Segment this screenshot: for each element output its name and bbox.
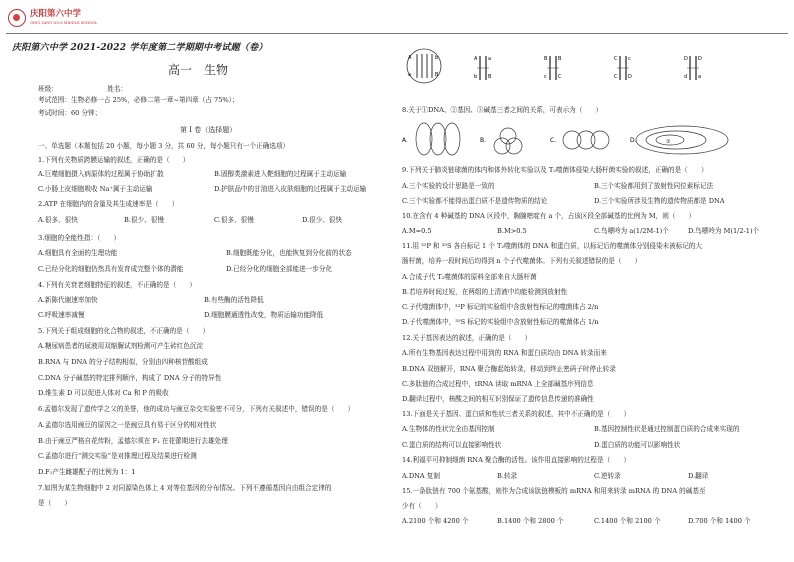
option-line: C.已经分化的细胞仍然具有发育成完整个体的潜能 [38,265,184,273]
question-8-diagram [402,118,782,162]
option-line: B.很少、很慢 [124,216,164,224]
school-emblem-icon [8,9,26,27]
question-7: 7.如图为某生物细胞中 2 对同源染色体上 4 对等位基因的分布情况。下列不遵循基因自由组合定律的 [38,484,332,492]
option-line: D.翻译 [688,472,709,480]
option-a-diagram [402,123,460,155]
option-label: B. [480,137,487,144]
option-label: D [684,56,688,62]
option-line: B.由于豌豆严格自花传粉，孟德尔须在 F₁ 在花蕾期进行去雄处理 [38,437,228,445]
option-line: D.很少、很快 [302,216,343,224]
option-line: B.三个实验都用到了放射性同位素标记法 [594,182,714,190]
gene-label: A [408,55,412,61]
option-line: B.有些酶的活性降低 [204,296,264,304]
option-line: C.孟德尔进行“测交实验”是对推理过程及结果进行检测 [38,452,197,460]
question-12: 12.关于基因表达的叙述，正确的是（ ） [402,334,532,342]
school-name-en: QING YANG NO.6 MIDDLE SCHOOL [30,21,98,25]
question-14: 14.利福平可抑制细菌 RNA 聚合酶的活性。该作用直接影响的过程是（ ） [402,456,630,464]
gene-label: a [488,56,492,62]
option-line: C.多肽链的合成过程中，tRNA 读取 mRNA 上全部碱基序列信息 [402,380,594,388]
option-line: C.很多、很慢 [214,216,254,224]
option-line: C.逆转录 [594,472,621,480]
option-line: A.2100 个和 4200 个 [402,517,469,525]
option-line: B.RNA 与 DNA 的分子结构相似，分别由四种核苷酸组成 [38,358,208,366]
question-11-cont: 肠杆菌，培养一段时间后均得到 n 个子代噬菌体。下列有关叙述错误的是（ ） [402,257,642,265]
option-line: B.转录 [497,472,518,480]
option-b-diagram [480,128,522,154]
question-9: 9.下列关于肺炎链球菌的体内和体外转化实验以及 T₂噬菌体侵染大肠杆菌实验的叙述，正确的是（ ） [402,166,708,174]
gene-label: B [435,72,439,78]
option-line: C.子代噬菌体中，³²P 标记的实验组中含放射性标记的噬菌体占 2/n [402,303,599,311]
option-line: D.已经分化的细胞全部能进一步分化 [226,265,333,273]
student-info-line: 班级： 姓名： [38,85,128,93]
question-2: 2.ATP 在细胞内的含量及其生成速率是（ ） [38,200,179,208]
option-line: A.生物体的性状完全由基因控制 [402,425,495,433]
option-line: B.1400 个和 2800 个 [497,517,564,525]
question-13: 13.下面是关于基因、蛋白质和性状三者关系的叙述，其中不正确的是（ ） [402,410,631,418]
option-line: C.呼吸速率减慢 [38,311,85,319]
option-line: C.蛋白质的结构可以直接影响性状 [402,441,502,449]
option-line: B.DNA 双链解开，RNA 聚合酶起始转录，移动到终止密码子时停止转录 [402,365,616,373]
option-line: B.基因控制性状是通过控制蛋白质的合成来实现的 [594,425,740,433]
option-line: A.M=0.5 [402,227,432,235]
option-line: A.所有生物基因表达过程中用到的 RNA 和蛋白质均由 DNA 转录而来 [402,349,607,357]
gene-label: b [435,55,439,61]
option-line: D.子代噬菌体中，³⁵S 标记的实验组中含放射性标记的噬菌体占 1/n [402,318,599,326]
gene-label: D [698,56,702,62]
exam-title: 庆阳第六中学 2021-2022 学年度第二学期期中考试题（卷） [12,43,268,53]
option-label: C [614,56,618,62]
gene-label: B [488,74,492,80]
option-label: B [544,56,548,62]
option-line: A.细胞具有全面的生理功能 [38,249,118,257]
question-4: 4.下列有关衰老细胞特征的叙述，不正确的是（ ） [38,281,196,289]
option-line: A.巨噬细胞摄入病原体的过程属于协助扩散 [38,170,164,178]
option-line: D.F₁产生雌雄配子的比例为 1：1 [38,468,136,476]
option-line: C.小肠上皮细胞吸收 Na⁺属于主动运输 [38,185,153,193]
school-logo [6,8,124,32]
section-title: 第 I 卷（选择题） [180,126,237,134]
option-line: B.固醇类激素进入靶细胞的过程属于主动运输 [214,170,347,178]
option-line: D.细胞膜通透性改变，物质运输功能降低 [204,311,324,319]
option-line: A.合成子代 T₂噬菌体的原料全部来自大肠杆菌 [402,273,537,281]
chromosome-cell-diagram [407,49,441,83]
option-line: D.700 个和 1400 个 [688,517,751,525]
question-11: 11.用 ³²P 和 ³⁵S 各自标记 1 个 T₂噬菌体的 DNA 和蛋白质，以标记后的噬菌体分别侵染未被标记的大 [402,242,703,250]
gene-label: c [628,56,631,62]
gene-label: c [544,74,547,80]
option-line: D.翻译过程中，核酸之间的相互识别保证了遗传信息传递的准确性 [402,395,594,403]
option-line: C.鸟嘌呤为 a(1/2M-1)个 [594,227,669,235]
option-line: C.三个实验都不能得出蛋白质不是遗传物质的结论 [402,197,548,205]
question-15-cont: 少有（ ） [402,502,442,510]
option-label: A. [402,137,408,144]
question-3: 3.细胞的全能性指：（ ） [38,234,121,242]
gene-label: a [408,72,412,78]
section-intro: 一、单选题（本题包括 20 小题，每小题 3 分，共 60 分，每小题只有一个正确选项） [38,142,290,150]
question-15: 15.一条肽链有 700 个氨基酸，则作为合成该肽链模板的 mRNA 和用来转录 mRNA 的 DNA 的碱基至 [402,487,706,495]
option-line: D.维生素 D 可以促进人体对 Ca 和 P 的吸收 [38,389,169,397]
option-label: D. [630,137,637,144]
option-line: D.三个实验所涉及生物的遗传物质都是 DNA [594,197,725,205]
option-line: B.细胞既能分化，也能恢复到分化前的状态 [226,249,352,257]
option-line: B.若培养时间过短，在两组的上清液中均能检测到放射性 [402,288,568,296]
header-divider [6,33,788,34]
option-line: A.DNA 复制 [402,472,440,480]
option-a-chromosomes [474,56,492,80]
question-8: 8.关于①DNA、②基因、③碱基三者之间的关系，可表示为（ ） [402,106,603,114]
option-b-chromosomes [544,56,562,80]
option-line: C.DNA 分子碱基的特定排列顺序，构成了 DNA 分子的特异性 [38,374,222,382]
option-line: C.1400 个和 2100 个 [594,517,661,525]
gene-label: C [558,74,562,80]
question-5: 5.下列关于组成细胞的化合物的叙述，不正确的是（ ） [38,327,210,335]
school-name: 庆阳第六中学 [30,9,82,19]
question-6: 6.孟德尔发现了遗传学之父的美誉，他的成功与豌豆杂交实验密不可分，下列有关叙述中，错误的是（ ） [38,405,355,413]
option-c-diagram [550,131,609,149]
option-label: A [474,56,478,62]
option-line: D.鸟嘌呤为 M(1/2-1)个 [688,227,760,235]
exam-time: 考试时间：60 分钟； [38,109,102,117]
gene-label: C [614,74,618,80]
option-line: A.孟德尔选用豌豆的原因之一是豌豆具有易于区分的相对性状 [38,421,217,429]
exam-subject: 高一 生物 [168,63,229,77]
option-line: D.蛋白质的功能可以影响性状 [594,441,681,449]
option-line: A.新陈代谢速率加快 [38,296,98,304]
gene-label: a [698,74,702,80]
question-1: 1.下列有关物质跨膜运输的叙述，正确的是（ ） [38,156,190,164]
option-line: D.护肤品中的甘油进入皮肤细胞的过程属于主动运输 [214,185,367,193]
option-d-chromosomes [684,56,702,80]
option-line: A.三个实验的设计思路是一致的 [402,182,495,190]
option-line: A.很多、很快 [38,216,78,224]
question-7-cont: 是（ ） [38,499,71,507]
gene-label: B [558,56,562,62]
gene-label: b [474,74,478,80]
option-line: B.M>0.5 [497,227,527,235]
option-d-diagram [630,126,728,154]
option-c-chromosomes [614,56,632,80]
gene-label: d [684,74,688,80]
question-10: 10.在含有 4 种碱基的 DNA 区段中，胸腺嘧啶有 a 个，占该区段全部碱基的比例为 M，则（ ） [402,212,696,220]
question-7-diagram [404,46,784,90]
circle-mark: ① [666,139,671,145]
exam-scope: 考试范围：生物必修一占 25%，必修二第一章~第四章（占 75%）； [38,96,239,104]
option-label: C. [550,137,557,144]
option-line: A.糖尿病患者的尿液用双缩脲试剂检测可产生砖红色沉淀 [38,342,204,350]
gene-label: D [628,74,632,80]
